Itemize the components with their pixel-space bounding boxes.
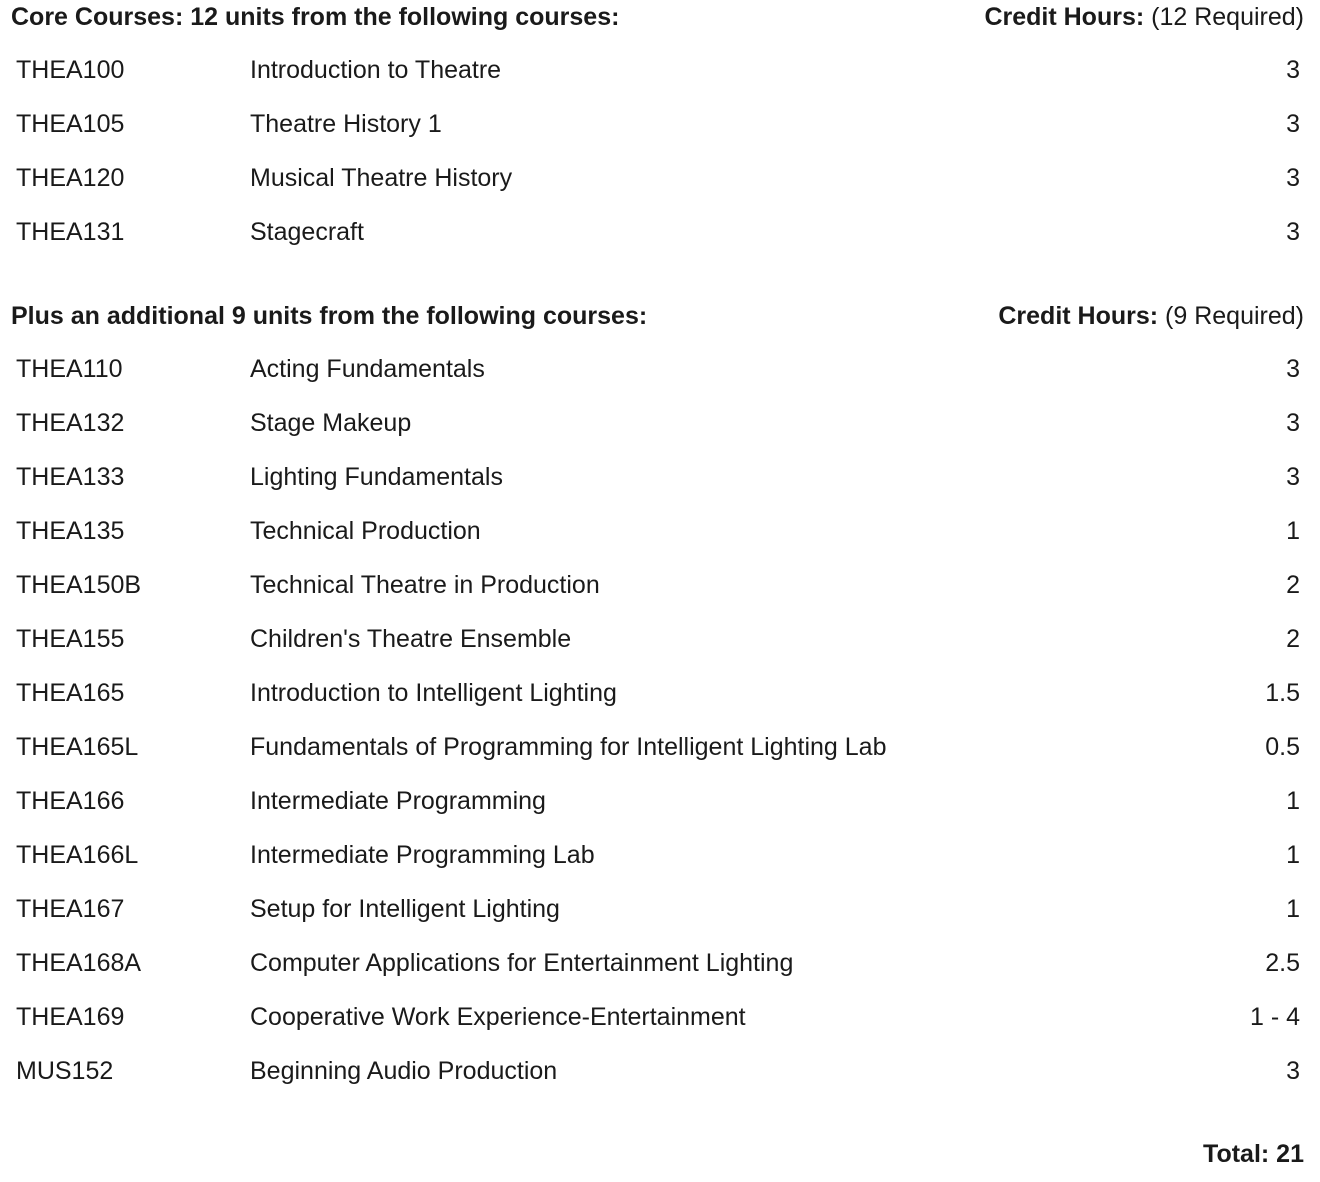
course-code: THEA135 [16, 517, 125, 545]
course-row [0, 666, 1320, 720]
course-credits: 0.5 [1265, 733, 1300, 761]
course-credits: 1.5 [1265, 679, 1300, 707]
course-name: Cooperative Work Experience-Entertainment [250, 1003, 746, 1031]
course-name: Technical Theatre in Production [250, 571, 600, 599]
course-credits: 2 [1286, 571, 1300, 599]
course-credits: 3 [1286, 56, 1300, 84]
course-credits: 3 [1286, 1057, 1300, 1085]
course-credits: 3 [1286, 164, 1300, 192]
course-row [0, 720, 1320, 774]
course-row [0, 1044, 1320, 1098]
additional-courses-title: Plus an additional 9 units from the following courses: [11, 302, 648, 330]
course-code: THEA165 [16, 679, 125, 707]
course-code: MUS152 [16, 1057, 114, 1085]
course-name: Musical Theatre History [250, 164, 513, 192]
course-row [0, 450, 1320, 504]
additional-credit-hours-header [998, 299, 1304, 333]
course-name: Stagecraft [250, 218, 364, 246]
course-row [0, 558, 1320, 612]
course-row [0, 43, 1320, 97]
course-code: THEA155 [16, 625, 125, 653]
course-code: THEA110 [16, 355, 123, 383]
course-name: Technical Production [250, 517, 481, 545]
course-name: Beginning Audio Production [250, 1057, 558, 1085]
course-credits: 3 [1286, 355, 1300, 383]
course-code: THEA105 [16, 110, 125, 138]
course-row [0, 936, 1320, 990]
core-credit-required: (12 Required) [1151, 3, 1304, 31]
course-name: Setup for Intelligent Lighting [250, 895, 560, 923]
course-credits: 2 [1286, 625, 1300, 653]
course-row [0, 774, 1320, 828]
course-name: Lighting Fundamentals [250, 463, 503, 491]
total-credits: Total: 21 [1203, 1140, 1304, 1168]
core-courses-title: Core Courses: 12 units from the following courses: [11, 3, 620, 31]
course-name: Fundamentals of Programming for Intelligent Lighting Lab [250, 733, 887, 761]
course-name: Intermediate Programming Lab [250, 841, 595, 869]
course-name: Introduction to Theatre [250, 56, 502, 84]
additional-courses-section [0, 299, 1320, 1098]
additional-courses-header [0, 299, 1320, 333]
course-row [0, 612, 1320, 666]
course-name: Stage Makeup [250, 409, 412, 437]
course-code: THEA150B [16, 571, 142, 599]
course-name: Acting Fundamentals [250, 355, 485, 383]
course-row [0, 504, 1320, 558]
course-code: THEA169 [16, 1003, 125, 1031]
course-credits: 2.5 [1265, 949, 1300, 977]
course-name: Theatre History 1 [250, 110, 442, 138]
course-code: THEA166 [16, 787, 125, 815]
course-credits: 1 [1286, 517, 1300, 545]
core-courses-section [0, 0, 1320, 259]
course-row [0, 396, 1320, 450]
course-name: Intermediate Programming [250, 787, 546, 815]
course-credits: 1 [1286, 787, 1300, 815]
course-credits: 1 [1286, 895, 1300, 923]
course-row [0, 151, 1320, 205]
course-credits: 3 [1286, 409, 1300, 437]
course-code: THEA132 [16, 409, 125, 437]
course-code: THEA167 [16, 895, 125, 923]
core-courses-header [0, 0, 1320, 34]
course-credits: 3 [1286, 463, 1300, 491]
course-row [0, 205, 1320, 259]
course-code: THEA168A [16, 949, 142, 977]
additional-credit-hours-label: Credit Hours: [998, 302, 1159, 330]
course-credits: 3 [1286, 218, 1300, 246]
course-code: THEA120 [16, 164, 125, 192]
course-row [0, 342, 1320, 396]
additional-credit-required: (9 Required) [1165, 302, 1304, 330]
course-row [0, 990, 1320, 1044]
core-credit-hours-header [984, 0, 1304, 34]
course-code: THEA131 [16, 218, 125, 246]
course-row [0, 828, 1320, 882]
course-name: Computer Applications for Entertainment Lighting [250, 949, 794, 977]
course-credits: 1 [1286, 841, 1300, 869]
course-name: Introduction to Intelligent Lighting [250, 679, 617, 707]
course-credits: 1 - 4 [1249, 1003, 1300, 1031]
course-code: THEA133 [16, 463, 125, 491]
course-row [0, 97, 1320, 151]
additional-course-list [0, 342, 1320, 1098]
core-course-list [0, 43, 1320, 259]
course-code: THEA165L [16, 733, 139, 761]
course-code: THEA100 [16, 56, 125, 84]
course-credits: 3 [1286, 110, 1300, 138]
core-credit-hours-label: Credit Hours: [984, 3, 1145, 31]
course-row [0, 882, 1320, 936]
course-name: Children's Theatre Ensemble [250, 625, 572, 653]
course-code: THEA166L [16, 841, 139, 869]
